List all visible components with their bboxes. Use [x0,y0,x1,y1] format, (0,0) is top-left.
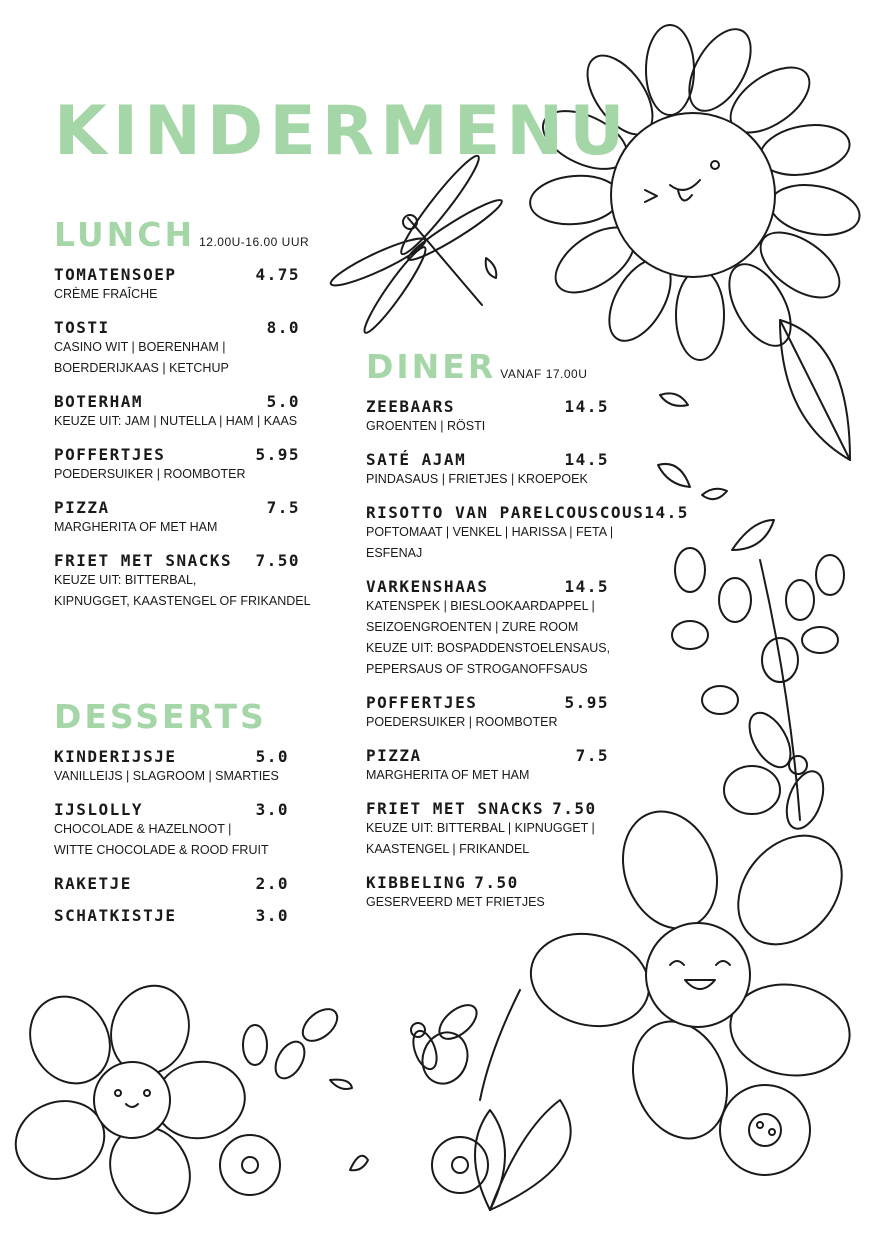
menu-item [366,873,609,913]
desserts-header [54,697,289,736]
menu-item-description: VANILLEIJS | SLAGROOM | SMARTIES [54,769,279,783]
branch-icon [672,548,844,820]
menu-item-price: 5.0 [255,747,289,766]
menu-item-name: TOSTI [54,318,110,337]
menu-item [54,498,300,538]
menu-item-name: IJSLOLLY [54,800,144,819]
menu-item-description: CASINO WIT | BOERENHAM | [54,340,226,354]
menu-item-price: 7.50 [552,799,597,818]
menu-item-row [366,873,609,892]
menu-item-row [366,799,609,818]
menu-item-name: POFFERTJES [366,693,478,712]
diner-list [366,397,689,913]
menu-item-description: KEUZE UIT: BITTERBAL | KIPNUGGET | [366,821,595,835]
menu-item [366,799,609,860]
diner-hours: VANAF 17.00U [500,367,588,381]
menu-item-price: 14.5 [564,397,609,416]
menu-item-row [366,746,609,765]
menu-item [54,318,300,379]
menu-item-name: FRIET MET SNACKS [366,799,545,818]
menu-item-row [366,397,609,416]
menu-item-description: PINDASAUS | FRIETJES | KROEPOEK [366,472,588,486]
menu-item [54,800,289,861]
menu-item [366,503,689,564]
diner-section [366,347,689,926]
menu-item-description: MARGHERITA OF MET HAM [366,768,530,782]
menu-item-row [54,265,300,284]
menu-item-description: KEUZE UIT: JAM | NUTELLA | HAM | KAAS [54,414,298,428]
menu-item-description: KATENSPEK | BIESLOOKAARDAPPEL | [366,599,595,613]
desserts-list [54,747,289,925]
menu-item-name: KINDERIJSJE [54,747,177,766]
menu-item [54,747,289,787]
menu-item [54,445,300,485]
menu-item-price: 5.95 [255,445,300,464]
menu-item-price: 5.95 [564,693,609,712]
diner-header [366,347,609,386]
menu-item [366,450,609,490]
menu-item-price: 7.50 [474,873,519,892]
menu-item-description: WITTE CHOCOLADE & ROOD FRUIT [54,843,269,857]
menu-item-name: PIZZA [366,746,422,765]
menu-item-price: 14.5 [564,450,609,469]
lunch-hours: 12.00U-16.00 UUR [199,235,310,249]
lunch-list [54,265,311,612]
menu-item-name: VARKENSHAAS [366,577,489,596]
menu-item [54,551,311,612]
menu-item [54,265,300,305]
menu-item-description: CHOCOLADE & HAZELNOOT | [54,822,232,836]
menu-item-name: ZEEBAARS [366,397,456,416]
menu-item-row [366,450,609,469]
menu-item-description: CRÈME FRAÎCHE [54,287,158,301]
page-title: KINDERMENU [54,92,631,171]
menu-item [54,392,300,432]
menu-item-description: ESFENAJ [366,546,423,560]
menu-item-price: 4.75 [255,265,300,284]
menu-item-description: KEUZE UIT: BOSPADDENSTOELENSAUS, [366,641,611,655]
menu-item-name: SCHATKISTJE [54,906,177,925]
menu-item-row [54,392,300,411]
lunch-section [54,215,311,625]
menu-item-description: POEDERSUIKER | ROOMBOTER [54,467,246,481]
menu-item-name: RISOTTO VAN PARELCOUSCOUS [366,503,645,522]
menu-item-price: 8.0 [266,318,300,337]
menu-item-description: POEDERSUIKER | ROOMBOTER [366,715,558,729]
menu-item-row [54,498,300,517]
menu-item-name: RAKETJE [54,874,132,893]
menu-item-description: KIPNUGGET, KAASTENGEL OF FRIKANDEL [54,594,311,608]
menu-item [366,746,609,786]
menu-item-description: KAASTENGEL | FRIKANDEL [366,842,530,856]
menu-item-row [366,577,609,596]
dragonfly-icon [327,151,506,338]
menu-item-price: 3.0 [255,906,289,925]
menu-item-row [366,693,609,712]
menu-item-price: 3.0 [255,800,289,819]
menu-item-price: 7.5 [266,498,300,517]
menu-item-row [54,747,289,766]
cute-flower-icon [5,975,343,1228]
menu-item-description: GROENTEN | RÖSTI [366,419,486,433]
menu-item-row [366,503,689,522]
menu-item [366,577,609,680]
menu-item-price: 7.50 [255,551,300,570]
menu-item [366,397,609,437]
menu-item-price: 14.5 [644,503,689,522]
bottom-flower-icon [432,990,571,1210]
menu-item-description: SEIZOENGROENTEN | ZURE ROOM [366,620,579,634]
menu-item-name: PIZZA [54,498,110,517]
menu-item-description: PEPERSAUS OF STROGANOFFSAUS [366,662,588,676]
menu-item-description: KEUZE UIT: BITTERBAL, [54,573,197,587]
desserts-section [54,697,289,938]
menu-item-price: 5.0 [266,392,300,411]
menu-item-name: SATÉ AJAM [366,450,467,469]
lunch-title: LUNCH [54,215,196,254]
menu-item-description: GESERVEERD MET FRIETJES [366,895,545,909]
menu-item-row [54,800,289,819]
menu-item-description: POFTOMAAT | VENKEL | HARISSA | FETA | [366,525,614,539]
menu-item-name: KIBBELING [366,873,467,892]
lunch-header [54,215,310,254]
menu-item-name: POFFERTJES [54,445,166,464]
menu-item-description: BOERDERIJKAAS | KETCHUP [54,361,229,375]
menu-item-row [54,874,289,893]
menu-item-name: TOMATENSOEP [54,265,177,284]
menu-item [366,693,609,733]
desserts-title: DESSERTS [54,697,267,736]
menu-item-name: BOTERHAM [54,392,144,411]
menu-item-description: MARGHERITA OF MET HAM [54,520,218,534]
menu-item-row [54,551,300,570]
menu-item [54,906,289,925]
menu-item-row [54,906,289,925]
menu-item [54,874,289,893]
menu-item-price: 2.0 [255,874,289,893]
menu-item-price: 7.5 [575,746,609,765]
menu-item-name: FRIET MET SNACKS [54,551,233,570]
diner-title: DINER [366,347,497,386]
menu-item-price: 14.5 [564,577,609,596]
menu-item-row [54,318,300,337]
menu-item-row [54,445,300,464]
